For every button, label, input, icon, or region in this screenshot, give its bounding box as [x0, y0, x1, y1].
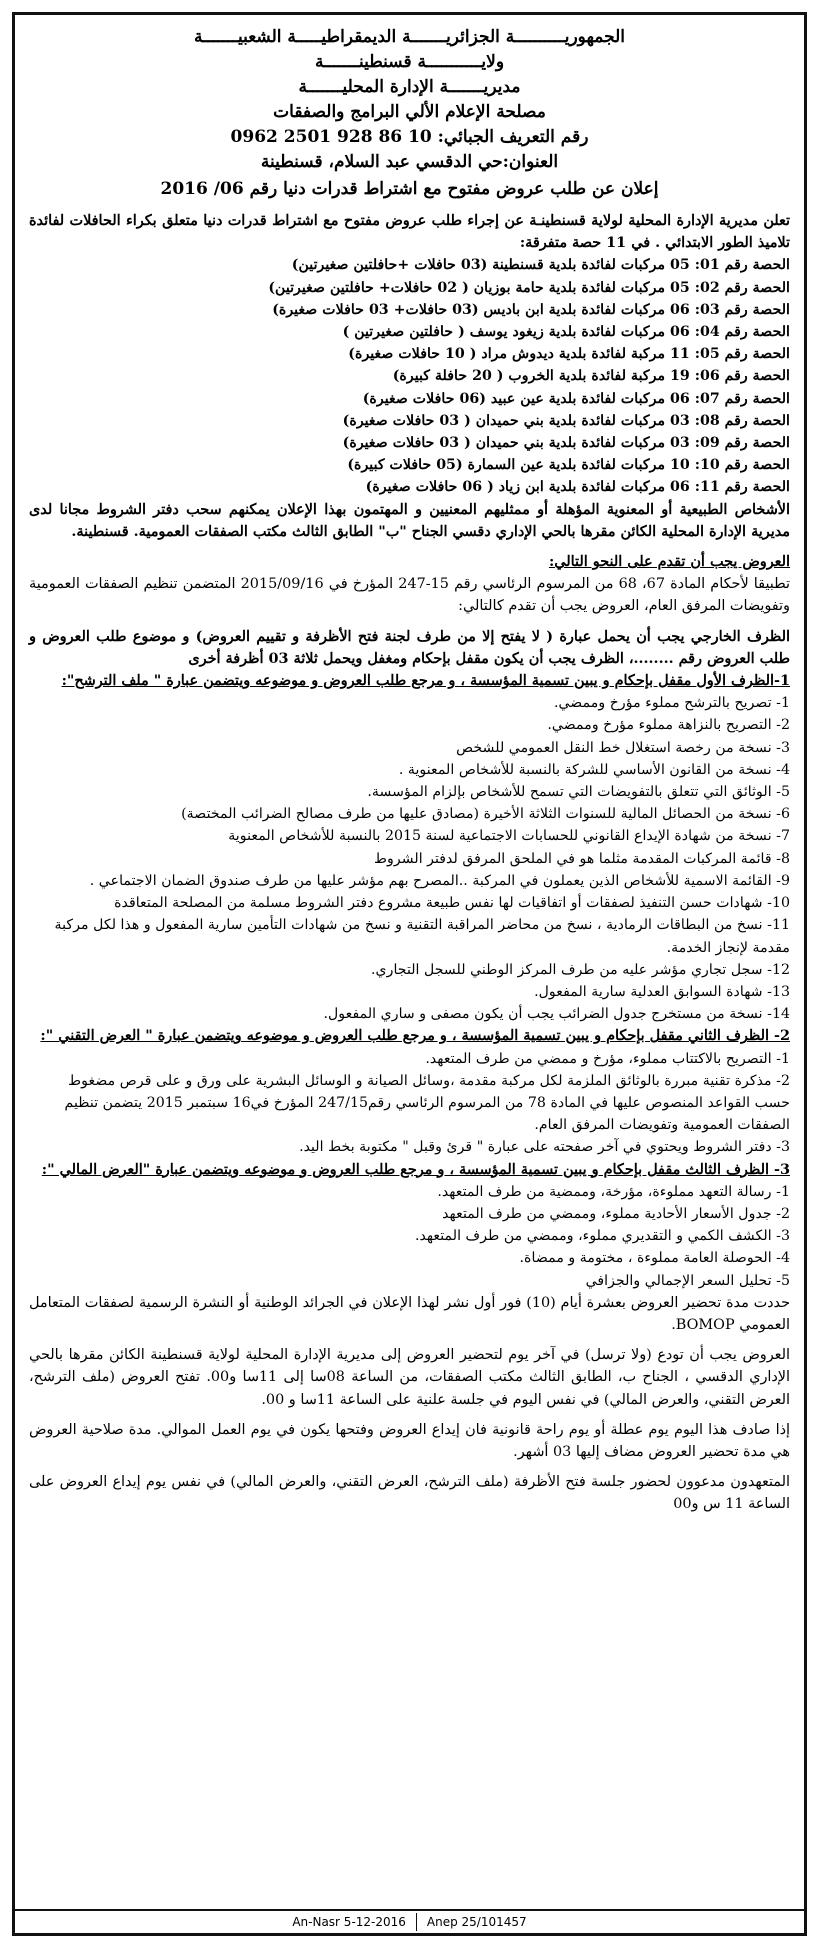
- header-line-directorate: مديريـــــــة الإدارة المحليـــــــة: [298, 77, 521, 97]
- envelope2-heading: 2- الظرف الثاني مقفل بإحكام و يبين تسمية المؤسسة ، و مرجع طلب العروض و موضوعه ويتضمن عبارة " العرض التقني ":: [40, 1027, 790, 1045]
- envelope-paragraph: الظرف الخارجي يجب أن يحمل عبارة ( لا يفتح إلا من طرف لجنة فتح الأظرفة و تقييم العروض) و موضوع طلب العروض و طلب العروض رقم ........، الظرف يجب أن يكون مقفل بإحكام ومغفل ويحمل ثلاثة 03 أظرفة أخرى: [29, 627, 790, 667]
- envelope1-item: 6- نسخة من الحصائل المالية للسنوات الثلاثة الأخيرة (مصادق عليها من طرف مصالح الضرائب المختصة): [181, 806, 790, 823]
- envelope3-item: 2- جدول الأسعار الأحادية مملوء، وممضي من طرف المتعهد: [442, 1205, 790, 1222]
- envelope1-item: 12- سجل تجاري مؤشر عليه من طرف المركز الوطني للسجل التجاري.: [371, 961, 790, 978]
- envelope1-item: 4- نسخة من القانون الأساسي للشركة بالنسبة للأشخاص المعنوية .: [398, 761, 790, 778]
- envelope3-list: [29, 1181, 790, 1292]
- footer-newspaper: An-Nasr 5-12-2016: [292, 1915, 406, 1929]
- envelope2-item: 3- دفتر الشروط ويحتوي في آخر صفحته على عبارة " قرئ وقبل " مكتوبة بخط اليد.: [299, 1139, 790, 1156]
- page-title: إعلان عن طلب عروض مفتوح مع اشتراط قدرات دنيا رقم 06/ 2016: [160, 179, 659, 199]
- header-line-tax-id: رقم التعريف الجبائي: 10 86 928 2501 0962: [230, 127, 589, 147]
- envelope1-item: 5- الوثائق التي تتعلق بالتفويضات التي تسمح للأشخاص بإلزام المؤسسة.: [367, 784, 790, 801]
- envelope1-item: 9- القائمة الاسمية للأشخاص الذين يعملون في المركبة ..المصرح بهم مؤشر عليها من طرف صندوق الضمان الاجتماعي .: [89, 872, 790, 889]
- header-line-republic: الجمهوريــــــــــة الجزائريـــــــة الديمقراطيـــــة الشعبيـــــــة: [193, 27, 625, 47]
- holiday-paragraph: إذا صادف هذا اليوم يوم عطلة أو يوم راحة قانونية فان إيداع العروض وفتحها يكون في يوم العمل الموالي. مدة صلاحية العروض هي مدة تحضير العروض مضاف إليها 03 أشهر.: [29, 1421, 790, 1460]
- envelope1-heading: 1-الظرف الأول مقفل بإحكام و يبين تسمية المؤسسة ، و مرجع طلب العروض و موضوعه ويتضمن عبارة " ملف الترشح":: [61, 672, 790, 690]
- lot-item: الحصة رقم 09: 03 مركبات لفائدة بلدية بني حميدان ( 03 حافلات صغيرة): [342, 435, 790, 452]
- envelope3-item: 3- الكشف الكمي و التقديري مملوء، وممضي من طرف المتعهد.: [414, 1228, 790, 1245]
- lot-item: الحصة رقم 03: 06 مركبات لفائدة بلدية ابن باديس (03 حافلات+ 03 حافلات صغيرة): [272, 301, 790, 318]
- envelope1-item: 2- التصريح بالنزاهة مملوء مؤرخ وممضي.: [547, 717, 790, 734]
- announcement-page: [12, 12, 807, 1936]
- lot-item: الحصة رقم 02: 05 مركبات لفائدة بلدية حامة بوزيان ( 02 حافلات+ حافلتين صغيرتين): [268, 279, 790, 296]
- footer-bar: [15, 1909, 804, 1933]
- header-block: [29, 25, 790, 202]
- intro-paragraph: تعلن مديرية الإدارة المحلية لولاية قسنطينـة عن إجراء طلب عروض مفتوح مع اشتراط قدرات دنيا متعلق بكراء الحافلات لفائدة تلاميذ الطور الابتدائي . في 11 حصة متفرقة:: [29, 212, 790, 252]
- offers-heading: العروض يجب أن تقدم على النحو التالي:: [548, 553, 790, 571]
- envelope1-item: 14- نسخة من مستخرج جدول الضرائب يجب أن يكون مصفى و ساري المفعول.: [323, 1006, 790, 1023]
- lot-item: الحصة رقم 05: 11 مركبة لفائدة بلدية ديدوش مراد ( 10 حافلات صغيرة): [348, 346, 790, 363]
- legal-paragraph: تطبيقا لأحكام المادة 67، 68 من المرسوم الرئاسي رقم 15-247 المؤرخ في 2015/09/16 المتضمن تنظيم الصفقات العمومية وتفويضات المرفق العام، العروض يجب أن تقدم كالتالي:: [29, 576, 790, 615]
- envelope1-item: 13- شهادة السوابق العدلية سارية المفعول.: [534, 983, 790, 1000]
- footer-anep-ref: Anep 25/101457: [426, 1915, 527, 1929]
- envelope3-item: 4- الحوصلة العامة مملوءة ، مختومة و ممضاة.: [519, 1250, 790, 1267]
- footer-divider: [416, 1913, 417, 1931]
- lot-item: الحصة رقم 06: 19 مركبة لفائدة بلدية الخروب ( 20 حافلة كبيرة): [392, 368, 790, 385]
- eligibility-paragraph: الأشخاص الطبيعية أو المعنوية المؤهلة أو ممثليهم المعنيين و المهتمون بهذا الإعلان يمكنهم سحب دفتر الشروط مجانا لدى مديرية الإدارة المحلية الكائن مقرها بالحي الإداري دقسي الجناح "ب" الطابق الثالث مكتب الصفقات العمومية. قسنطينة.: [29, 500, 790, 540]
- envelope1-list: [29, 692, 790, 1025]
- header-line-address: العنوان:حي الدقسي عبد السلام، قسنطينة: [260, 152, 559, 172]
- lot-item: الحصة رقم 07: 06 مركبات لفائدة بلدية عين عبيد (06 حافلات صغيرة): [362, 390, 790, 407]
- lots-list: [29, 254, 790, 498]
- duration-paragraph: حددت مدة تحضير العروض بعشرة أيام (10) فور أول نشر لهذا الإعلان في الجرائد الوطنية أو النشرة الرسمية لصفقات المتعامل العمومي BOMOP.: [29, 1294, 791, 1333]
- envelope1-item: 8- قائمة المركبات المقدمة مثلما هو في الملحق المرفق لدفتر الشروط: [373, 850, 790, 867]
- lot-item: الحصة رقم 01: 05 مركبات لفائدة بلدية قسنطينة (03 حافلات +حافلتين صغيرتين): [291, 257, 790, 274]
- envelope2-item: 1- التصريح بالاكتتاب مملوء، مؤرخ و ممضي من طرف المتعهد.: [425, 1050, 790, 1067]
- envelope2-item: 2- مذكرة تقنية مبررة بالوثائق الملزمة لكل مركبة مقدمة ،وسائل الصيانة و الوسائل البشرية على ورق و على قرص مضغوط حسب القواعد المنصوص عليها في المادة 78 من المرسوم الرئاسي رقم247/15 المؤرخ في16 سبتمبر 2015 يتضمن تنظيم الصفقات العمومية وتفويضات المرفق العام.: [64, 1072, 790, 1134]
- lot-item: الحصة رقم 08: 03 مركبات لفائدة بلدية بني حميدان ( 03 حافلات صغيرة): [342, 412, 790, 429]
- envelope1-item: 10- شهادات حسن التنفيذ لصفقات أو اتفاقيات لها نفس طبيعة مشروع دفتر الشروط مسلمة من المصلحة المتعاقدة: [114, 895, 790, 912]
- header-line-wilaya: ولايـــــــــــة قسنطينـــــــة: [314, 52, 505, 72]
- envelope1-item: 3- نسخة من رخصة استغلال خط النقل العمومي للشخص: [456, 739, 790, 756]
- envelope2-list: [29, 1048, 790, 1159]
- lot-item: الحصة رقم 11: 06 مركبات لفائدة بلدية ابن زياد ( 06 حافلات صغيرة): [365, 479, 790, 496]
- header-line-service: مصلحة الإعلام الألي البرامج والصفقات: [273, 102, 546, 122]
- lot-item: الحصة رقم 10: 10 مركبات لفائدة بلدية عين السمارة (05 حافلات كبيرة): [347, 457, 790, 474]
- deposit-paragraph: العروض يجب أن تودع (ولا ترسل) في آخر يوم لتحضير العروض إلى مديرية الإدارة المحلية لولاية قسنطينة الكائن مقرها بالحي الإداري الدقسي ، الجناح ب، الطابق الثالث مكتب الصفقات، من الساعة 08سا إلى 11سا و00. تفتح العروض (ملف الترشح، العرض التقني، والعرض المالي) في نفس اليوم في جلسة علنية على الساعة 11سا و 00.: [29, 1347, 791, 1408]
- lot-item: الحصة رقم 04: 06 مركبات لفائدة بلدية زيغود يوسف ( حافلتين صغيرتين ): [342, 324, 790, 341]
- envelope1-item: 11- نسخ من البطاقات الرمادية ، نسخ من محاضر المراقبة التقنية و نسخ من شهادات التأمين سارية المفعول و هذا لكل مركبة مقدمة لإنجاز الخدمة.: [54, 917, 790, 956]
- envelope1-item: 1- تصريح بالترشح مملوء مؤرخ وممضي.: [553, 695, 790, 712]
- envelope3-heading: 3- الظرف الثالث مقفل بإحكام و يبين تسمية المؤسسة ، و مرجع طلب العروض و موضوعه ويتضمن عبارة "العرض المالي ":: [41, 1160, 790, 1178]
- envelope3-item: 1- رسالة التعهد مملوءة، مؤرخة، وممضية من طرف المتعهد.: [437, 1183, 790, 1200]
- envelope3-item: 5- تحليل السعر الإجمالي والجزافي: [585, 1272, 790, 1289]
- envelope1-item: 7- نسخة من شهادة الإيداع القانوني للحسابات الاجتماعية لسنة 2015 بالنسبة للأشخاص المعنوية: [228, 828, 790, 845]
- invite-paragraph: المتعهدون مدعوون لحضور جلسة فتح الأظرفة (ملف الترشح، العرض التقني، والعرض المالي) في نفس يوم إيداع العروض على الساعة 11 س و00: [29, 1474, 790, 1513]
